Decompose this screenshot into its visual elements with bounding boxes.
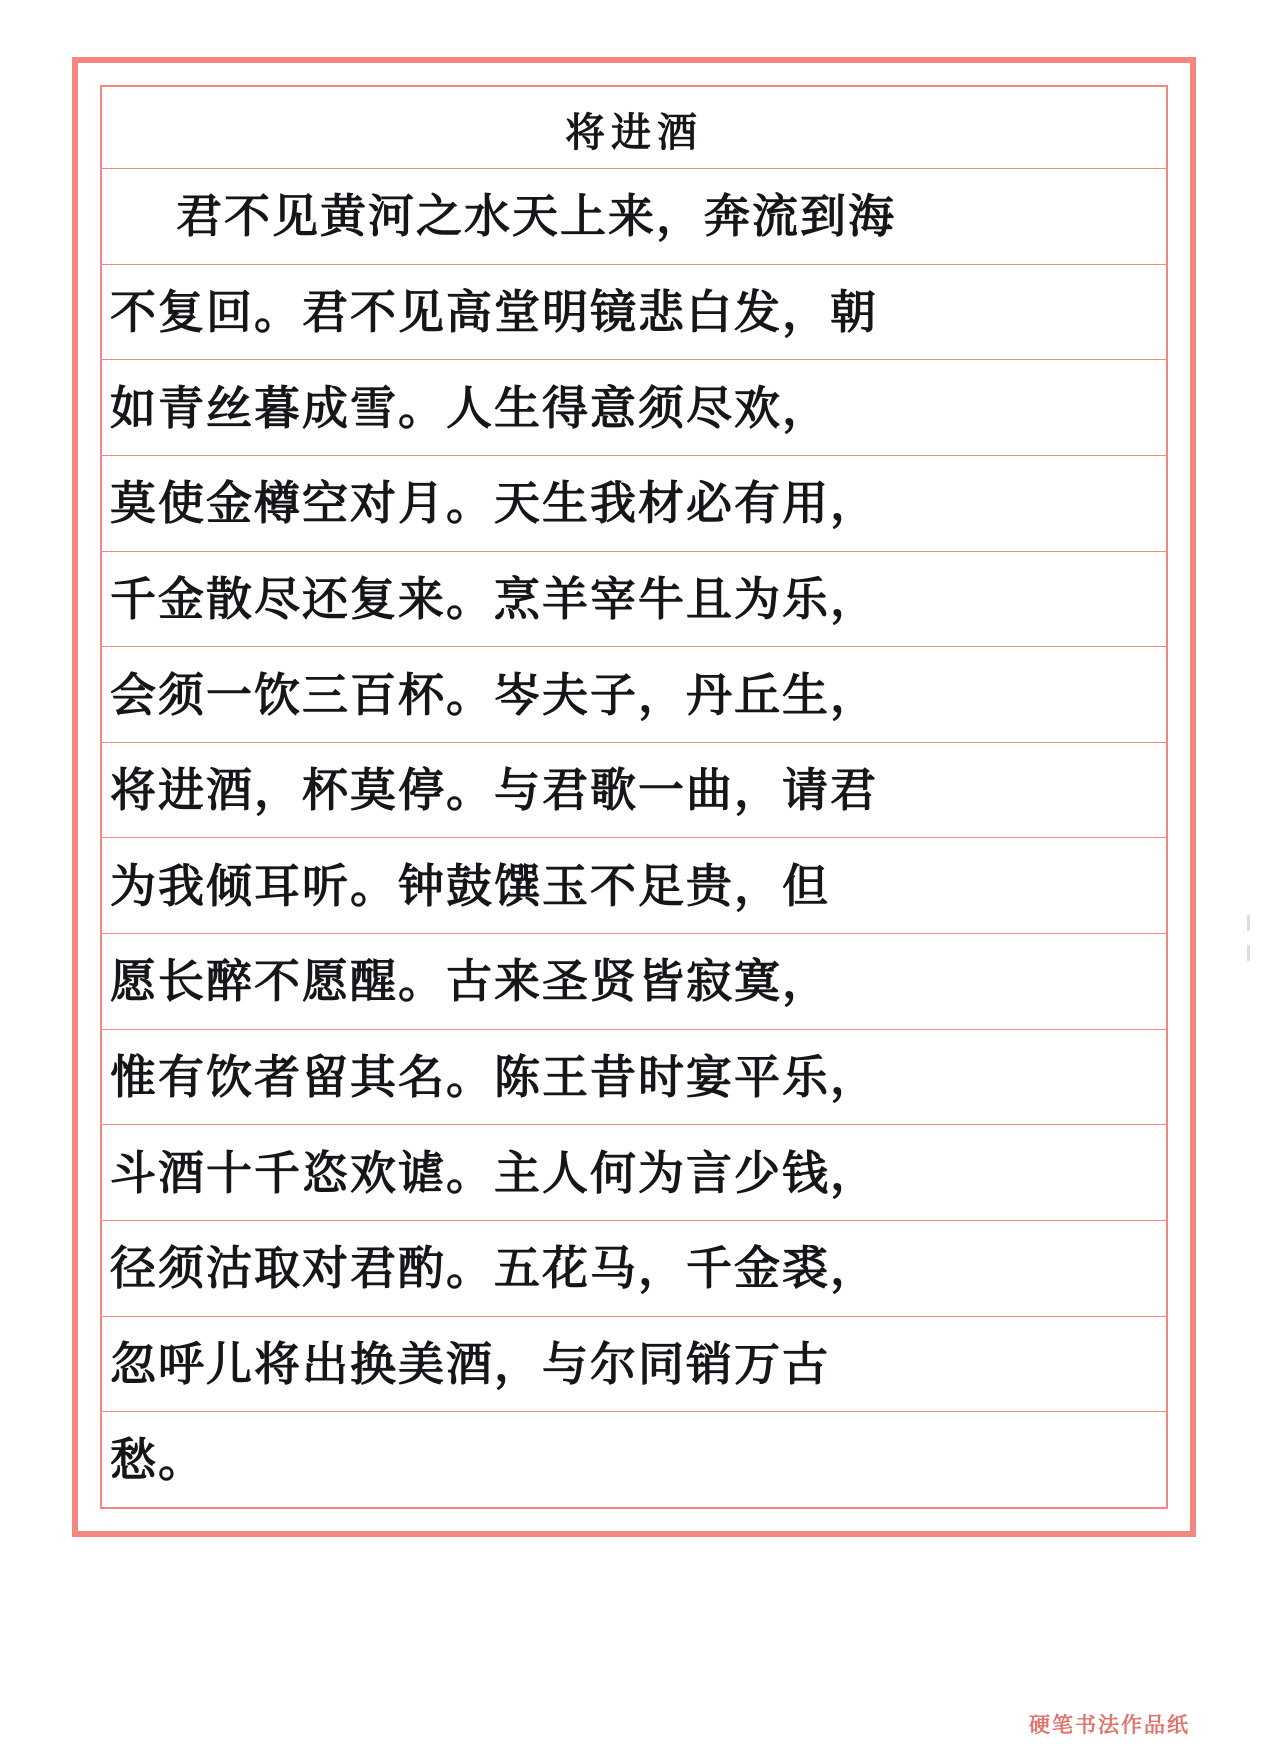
- poem-line-text: 惟有饮者留其名。陈王昔时宴平乐，: [110, 1052, 878, 1104]
- poem-line-text: 千金散尽还复来。烹羊宰牛且为乐，: [110, 573, 878, 625]
- title-row: [102, 87, 1166, 169]
- poem-line-text: 愿长醉不愿醒。古来圣贤皆寂寞，: [110, 956, 830, 1008]
- poem-line-11: [102, 1125, 1166, 1221]
- poem-line-text: 忽呼儿将出换美酒，与尔同销万古: [110, 1339, 830, 1390]
- poem-line-text: 将进酒，杯莫停。与君歌一曲，请君: [110, 765, 878, 817]
- paper-footer-label: 硬笔书法作品纸: [1029, 1713, 1190, 1737]
- ruled-lines-container: [102, 87, 1166, 1507]
- poem-line-text: 会须一饮三百杯。岑夫子，丹丘生，: [110, 669, 878, 721]
- poem-line-13: [102, 1317, 1166, 1413]
- poem-line-text: 不复回。君不见高堂明镜悲白发，朝: [110, 286, 878, 338]
- poem-line-10: [102, 1030, 1166, 1126]
- poem-line-text: 莫使金樽空对月。天生我材必有用，: [110, 478, 878, 530]
- calligraphy-paper-inner: [100, 85, 1168, 1509]
- poem-line-2: [102, 265, 1166, 361]
- page-edge-mark: [1247, 945, 1250, 961]
- poem-line-9: [102, 934, 1166, 1030]
- poem-line-14: [102, 1412, 1166, 1507]
- poem-line-1: [102, 169, 1166, 265]
- poem-line-text: 为我倾耳听。钟鼓馔玉不足贵，但: [110, 860, 830, 912]
- poem-line-12: [102, 1221, 1166, 1317]
- poem-line-3: [102, 360, 1166, 456]
- poem-line-5: [102, 552, 1166, 648]
- poem-line-text: 径须沽取对君酌。五花马，千金裘，: [110, 1243, 878, 1295]
- page-edge-mark: [1247, 915, 1250, 931]
- calligraphy-paper-frame: [72, 57, 1196, 1537]
- poem-line-8: [102, 838, 1166, 934]
- poem-line-6: [102, 647, 1166, 743]
- poem-line-4: [102, 456, 1166, 552]
- poem-line-7: [102, 743, 1166, 839]
- poem-line-text: 愁。: [110, 1434, 206, 1486]
- poem-line-text: 如青丝暮成雪。人生得意须尽欢，: [110, 382, 830, 434]
- poem-line-text: 君不见黄河之水天上来，奔流到海: [176, 191, 896, 243]
- poem-line-text: 斗酒十千恣欢谑。主人何为言少钱，: [110, 1147, 878, 1199]
- page-title: 将进酒: [565, 110, 703, 155]
